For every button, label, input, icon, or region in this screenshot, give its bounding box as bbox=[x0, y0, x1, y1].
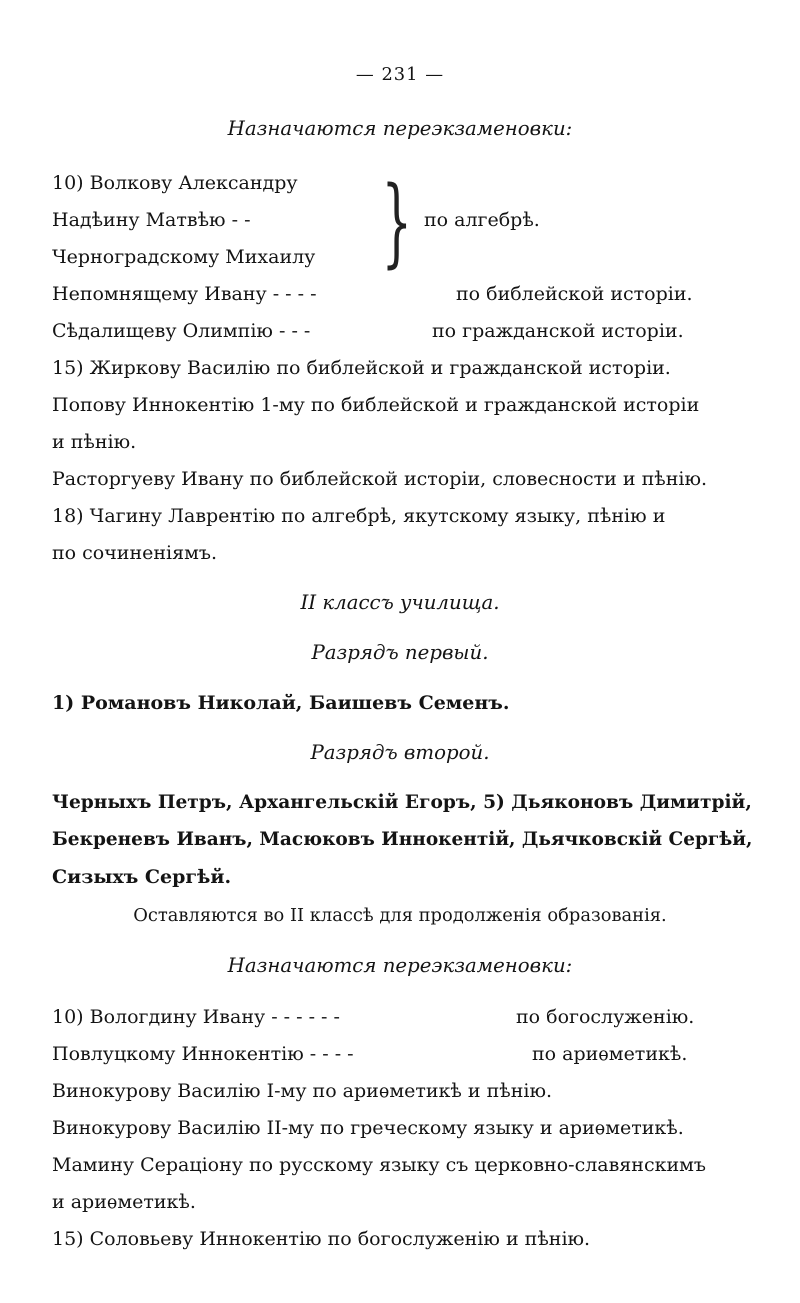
class-title: II классъ училища. bbox=[300, 591, 500, 614]
reexam-row: 10) Вологдину Ивану - - - - - - bbox=[52, 1006, 340, 1028]
text-line: 18) Чагину Лаврентію по алгебрѣ, якутскому языку, пѣнію и bbox=[52, 505, 666, 527]
text-line: Попову Иннокентію 1-му по библейской и гражданской исторіи bbox=[52, 394, 700, 416]
reexam-heading-2: Назначаются переэкзаменовки: bbox=[227, 954, 573, 977]
text-line: по сочиненіямъ. bbox=[52, 542, 217, 564]
text-line: Черныхъ Петръ, Архангельскій Егоръ, 5) Дьяконовъ Димитрій, bbox=[52, 792, 752, 813]
text-line: Бекреневъ Иванъ, Масюковъ Иннокентій, Дьячковскій Сергѣй, bbox=[52, 829, 753, 850]
text-line: Винокурову Василію II-му по греческому языку и ариѳметикѣ. bbox=[52, 1117, 684, 1139]
reexam-subject: по богослуженію. bbox=[516, 1006, 695, 1028]
reexam-row: Черноградскому Михаилу bbox=[52, 246, 316, 268]
text-line: Сизыхъ Сергѣй. bbox=[52, 866, 232, 888]
reexam-heading-1: Назначаются переэкзаменовки: bbox=[227, 117, 573, 140]
reexam-row: Сѣдалищеву Олимпію - - - bbox=[52, 320, 311, 342]
reexam-row: 10) Волкову Александру bbox=[52, 172, 298, 194]
text-line: и пѣнію. bbox=[52, 431, 137, 453]
text-line: 15) Жиркову Василію по библейской и гражданской исторіи. bbox=[52, 357, 671, 379]
text-line: Мамину Сераціону по русскому языку съ церковно-славянскимъ bbox=[52, 1154, 706, 1176]
reexam-subject: по ариѳметикѣ. bbox=[532, 1043, 688, 1065]
page-number: — 231 — bbox=[355, 64, 445, 85]
group-subject: по алгебрѣ. bbox=[424, 209, 540, 231]
reexam-row: Непомнящему Ивану - - - - bbox=[52, 283, 317, 305]
reexam-subject: по библейской исторіи. bbox=[456, 283, 693, 305]
text-line: 15) Соловьеву Иннокентію по богослуженію и пѣнію. bbox=[52, 1228, 591, 1250]
category-first-list: 1) Романовъ Николай, Баишевъ Семенъ. bbox=[52, 692, 510, 714]
reexam-row: Повлуцкому Иннокентію - - - - bbox=[52, 1043, 354, 1065]
reexam-row: Надѣину Матвѣю - - bbox=[52, 209, 251, 231]
category-second-title: Разрядъ второй. bbox=[310, 741, 490, 764]
category-first-title: Разрядъ первый. bbox=[311, 641, 489, 664]
remain-note: Оставляются во II классѣ для продолженія образованія. bbox=[133, 905, 667, 926]
grouping-brace: } bbox=[381, 166, 413, 278]
reexam-subject: по гражданской исторіи. bbox=[432, 320, 684, 342]
text-line: Винокурову Василію I-му по ариѳметикѣ и пѣнію. bbox=[52, 1080, 553, 1102]
text-line: Расторгуеву Ивану по библейской исторіи, словесности и пѣнію. bbox=[52, 468, 708, 490]
text-line: и ариѳметикѣ. bbox=[52, 1191, 196, 1213]
